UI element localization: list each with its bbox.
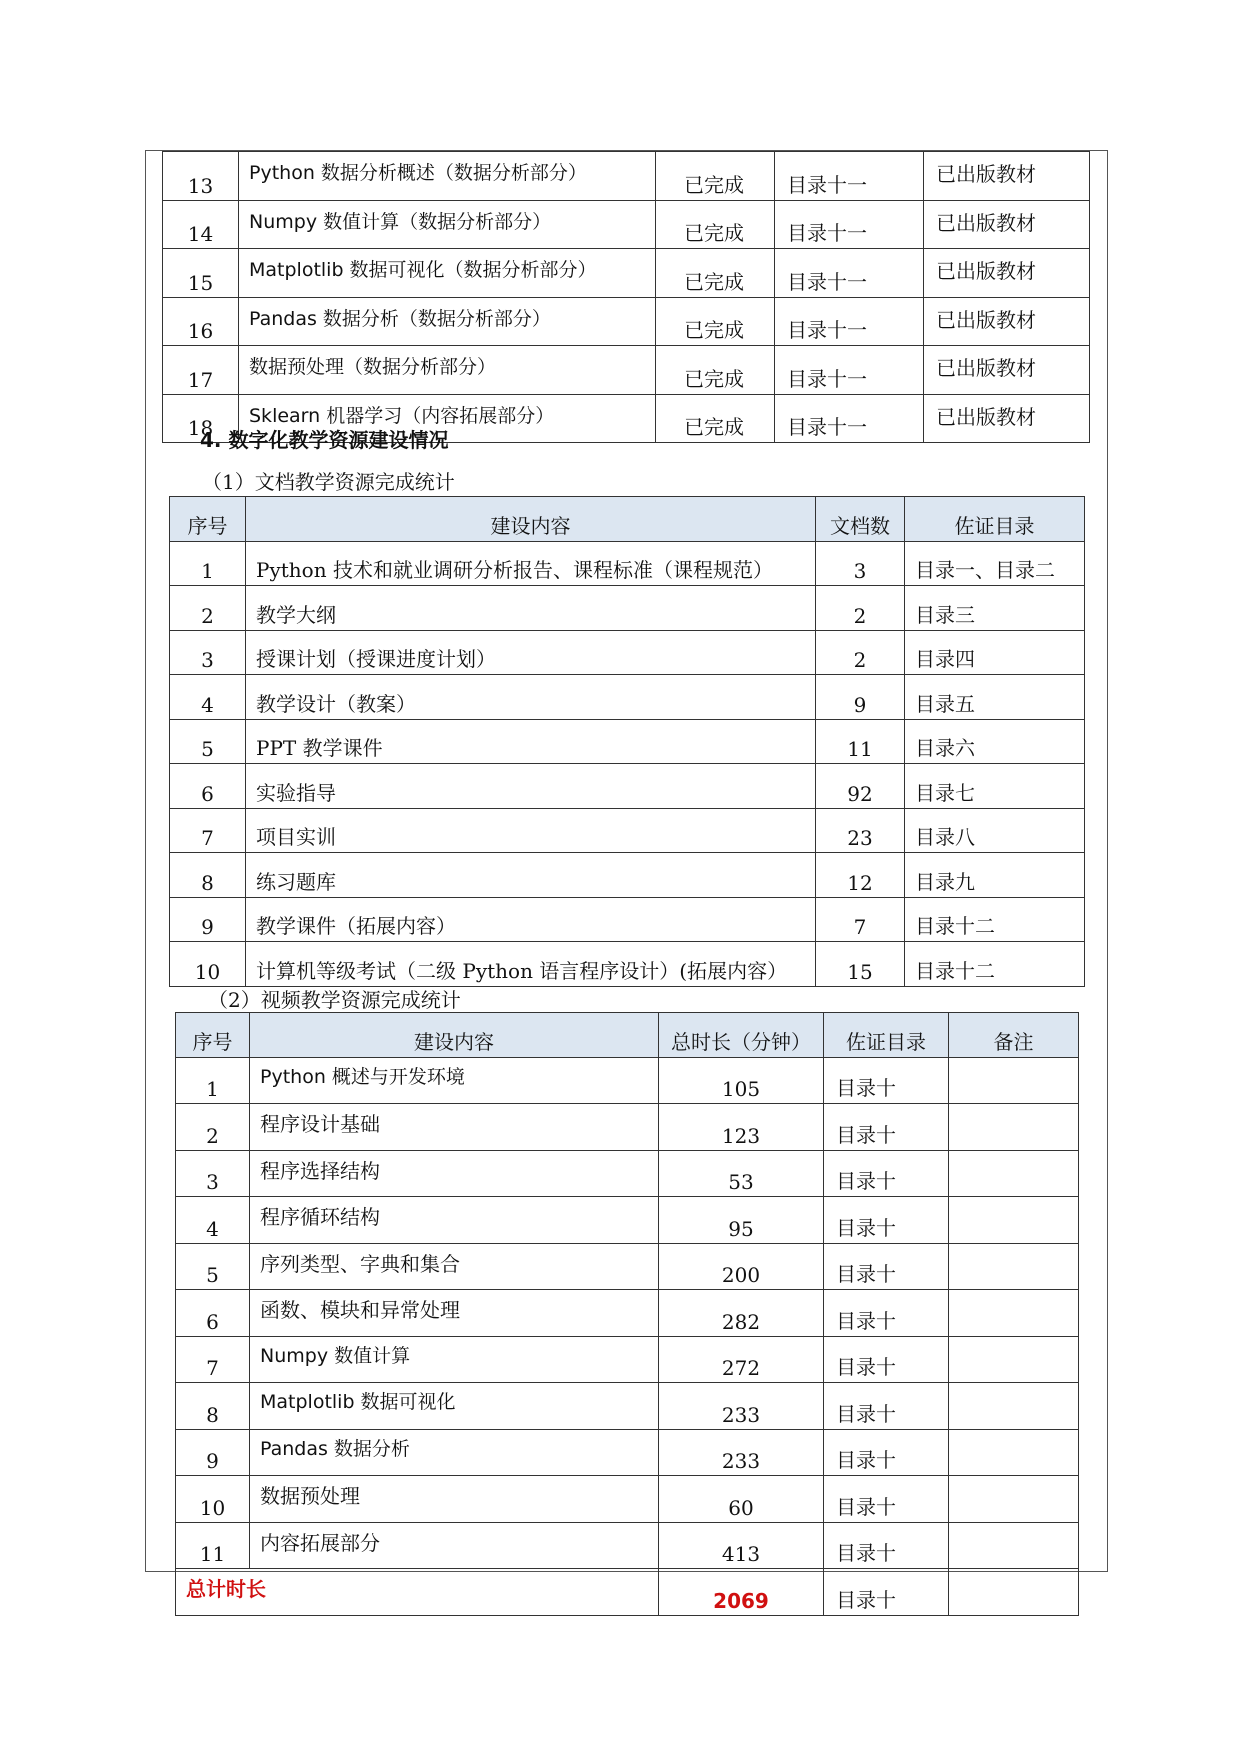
note-cell bbox=[949, 1336, 1079, 1383]
table-row bbox=[176, 1104, 1079, 1151]
table-row bbox=[170, 764, 1085, 809]
table-row bbox=[170, 853, 1085, 898]
content-cell: 程序设计基础 bbox=[250, 1104, 659, 1151]
row-number: 6 bbox=[170, 764, 246, 809]
content-cell: 计算机等级考试（二级 Python 语言程序设计）(拓展内容） bbox=[246, 942, 816, 987]
table-row bbox=[163, 297, 1090, 346]
chapter-name: Python 数据分析概述（数据分析部分） bbox=[239, 152, 656, 201]
directory-cell: 目录十一 bbox=[775, 297, 924, 346]
directory-cell: 目录十 bbox=[824, 1104, 949, 1151]
row-number: 14 bbox=[163, 200, 239, 249]
content-cell: 教学设计（教案） bbox=[246, 675, 816, 720]
duration-cell: 123 bbox=[659, 1104, 824, 1151]
directory-cell: 目录十二 bbox=[905, 897, 1085, 942]
directory-cell: 目录十一 bbox=[775, 200, 924, 249]
content-cell: 内容拓展部分 bbox=[250, 1522, 659, 1569]
note-cell bbox=[949, 1569, 1079, 1616]
note-cell bbox=[949, 1476, 1079, 1523]
row-number: 10 bbox=[170, 942, 246, 987]
table-row bbox=[163, 346, 1090, 395]
chapter-table bbox=[162, 151, 1090, 443]
header-count: 文档数 bbox=[816, 497, 905, 542]
header-note: 备注 bbox=[949, 1013, 1079, 1058]
status-cell: 已完成 bbox=[656, 346, 775, 395]
duration-cell: 233 bbox=[659, 1429, 824, 1476]
duration-cell: 272 bbox=[659, 1336, 824, 1383]
content-cell: 授课计划（授课进度计划） bbox=[246, 630, 816, 675]
chapter-name: Numpy 数值计算（数据分析部分） bbox=[239, 200, 656, 249]
evidence-cell: 已出版教材 bbox=[924, 200, 1090, 249]
directory-cell: 目录十 bbox=[824, 1383, 949, 1430]
evidence-cell: 已出版教材 bbox=[924, 394, 1090, 443]
content-cell: Numpy 数值计算 bbox=[250, 1336, 659, 1383]
row-number: 1 bbox=[176, 1057, 250, 1104]
row-number: 3 bbox=[170, 630, 246, 675]
directory-cell: 目录六 bbox=[905, 719, 1085, 764]
header-no: 序号 bbox=[170, 497, 246, 542]
directory-cell: 目录十一 bbox=[775, 394, 924, 443]
count-cell: 2 bbox=[816, 630, 905, 675]
chapter-name: 数据预处理（数据分析部分） bbox=[239, 346, 656, 395]
table-row bbox=[170, 719, 1085, 764]
table-row bbox=[176, 1197, 1079, 1244]
header-content: 建设内容 bbox=[250, 1013, 659, 1058]
directory-cell: 目录十 bbox=[824, 1150, 949, 1197]
note-cell bbox=[949, 1383, 1079, 1430]
directory-cell: 目录十 bbox=[824, 1476, 949, 1523]
header-content: 建设内容 bbox=[246, 497, 816, 542]
note-cell bbox=[949, 1197, 1079, 1244]
status-cell: 已完成 bbox=[656, 249, 775, 298]
content-cell: Pandas 数据分析 bbox=[250, 1429, 659, 1476]
content-cell: 程序循环结构 bbox=[250, 1197, 659, 1244]
count-cell: 92 bbox=[816, 764, 905, 809]
status-cell: 已完成 bbox=[656, 152, 775, 201]
row-number: 9 bbox=[170, 897, 246, 942]
row-number: 15 bbox=[163, 249, 239, 298]
table-row bbox=[176, 1243, 1079, 1290]
content-cell: 实验指导 bbox=[246, 764, 816, 809]
chapter-name: Pandas 数据分析（数据分析部分） bbox=[239, 297, 656, 346]
table-row bbox=[163, 249, 1090, 298]
row-number: 6 bbox=[176, 1290, 250, 1337]
row-number: 2 bbox=[176, 1104, 250, 1151]
directory-cell: 目录一、目录二 bbox=[905, 541, 1085, 586]
content-cell: 程序选择结构 bbox=[250, 1150, 659, 1197]
note-cell bbox=[949, 1150, 1079, 1197]
directory-cell: 目录十一 bbox=[775, 346, 924, 395]
directory-cell: 目录四 bbox=[905, 630, 1085, 675]
directory-cell: 目录五 bbox=[905, 675, 1085, 720]
row-number: 10 bbox=[176, 1476, 250, 1523]
content-cell: 项目实训 bbox=[246, 808, 816, 853]
header-directory: 佐证目录 bbox=[905, 497, 1085, 542]
row-number: 1 bbox=[170, 541, 246, 586]
note-cell bbox=[949, 1104, 1079, 1151]
table-row bbox=[176, 1290, 1079, 1337]
count-cell: 23 bbox=[816, 808, 905, 853]
chapter-name: Sklearn 机器学习（内容拓展部分） bbox=[239, 394, 656, 443]
count-cell: 11 bbox=[816, 719, 905, 764]
row-number: 16 bbox=[163, 297, 239, 346]
note-cell bbox=[949, 1290, 1079, 1337]
table-row bbox=[170, 541, 1085, 586]
table-row bbox=[176, 1476, 1079, 1523]
directory-cell: 目录十 bbox=[824, 1243, 949, 1290]
row-number: 7 bbox=[176, 1336, 250, 1383]
status-cell: 已完成 bbox=[656, 297, 775, 346]
row-number: 7 bbox=[170, 808, 246, 853]
count-cell: 15 bbox=[816, 942, 905, 987]
status-cell: 已完成 bbox=[656, 394, 775, 443]
duration-cell: 105 bbox=[659, 1057, 824, 1104]
count-cell: 12 bbox=[816, 853, 905, 898]
table-row bbox=[170, 630, 1085, 675]
table-row bbox=[170, 942, 1085, 987]
row-number: 17 bbox=[163, 346, 239, 395]
directory-cell: 目录十 bbox=[824, 1057, 949, 1104]
duration-cell: 200 bbox=[659, 1243, 824, 1290]
table-header-row bbox=[176, 1013, 1079, 1058]
header-directory: 佐证目录 bbox=[824, 1013, 949, 1058]
directory-cell: 目录十 bbox=[824, 1336, 949, 1383]
table-row bbox=[176, 1150, 1079, 1197]
directory-cell: 目录十一 bbox=[775, 152, 924, 201]
content-cell: Matplotlib 数据可视化 bbox=[250, 1383, 659, 1430]
table-row bbox=[176, 1383, 1079, 1430]
video-resource-table bbox=[175, 1012, 1079, 1616]
table-row bbox=[170, 808, 1085, 853]
directory-cell: 目录十一 bbox=[775, 249, 924, 298]
count-cell: 9 bbox=[816, 675, 905, 720]
content-cell: 练习题库 bbox=[246, 853, 816, 898]
row-number: 4 bbox=[170, 675, 246, 720]
content-cell: 函数、模块和异常处理 bbox=[250, 1290, 659, 1337]
table-row bbox=[170, 586, 1085, 631]
header-no: 序号 bbox=[176, 1013, 250, 1058]
evidence-cell: 已出版教材 bbox=[924, 346, 1090, 395]
row-number: 2 bbox=[170, 586, 246, 631]
row-number: 8 bbox=[170, 853, 246, 898]
directory-cell: 目录十 bbox=[824, 1197, 949, 1244]
directory-cell: 目录九 bbox=[905, 853, 1085, 898]
total-row bbox=[176, 1569, 1079, 1616]
table-row bbox=[176, 1336, 1079, 1383]
duration-cell: 60 bbox=[659, 1476, 824, 1523]
content-cell: 教学大纲 bbox=[246, 586, 816, 631]
doc-section-title: （1）文档教学资源完成统计 bbox=[202, 470, 455, 494]
row-number: 4 bbox=[176, 1197, 250, 1244]
status-cell: 已完成 bbox=[656, 200, 775, 249]
duration-cell: 233 bbox=[659, 1383, 824, 1430]
duration-cell: 95 bbox=[659, 1197, 824, 1244]
chapter-name: Matplotlib 数据可视化（数据分析部分） bbox=[239, 249, 656, 298]
table-row bbox=[176, 1522, 1079, 1569]
total-duration: 2069 bbox=[659, 1569, 824, 1616]
table-row bbox=[163, 152, 1090, 201]
evidence-cell: 已出版教材 bbox=[924, 249, 1090, 298]
table-row bbox=[170, 897, 1085, 942]
document-resource-table bbox=[169, 496, 1085, 987]
content-cell: Python 概述与开发环境 bbox=[250, 1057, 659, 1104]
directory-cell: 目录十二 bbox=[905, 942, 1085, 987]
duration-cell: 413 bbox=[659, 1522, 824, 1569]
note-cell bbox=[949, 1429, 1079, 1476]
directory-cell: 目录八 bbox=[905, 808, 1085, 853]
table-header-row bbox=[170, 497, 1085, 542]
section-heading: 4. 数字化教学资源建设情况 bbox=[200, 428, 449, 452]
table-row bbox=[170, 675, 1085, 720]
row-number: 13 bbox=[163, 152, 239, 201]
row-number: 8 bbox=[176, 1383, 250, 1430]
row-number: 11 bbox=[176, 1522, 250, 1569]
header-duration: 总时长（分钟） bbox=[659, 1013, 824, 1058]
directory-cell: 目录十 bbox=[824, 1522, 949, 1569]
directory-cell: 目录三 bbox=[905, 586, 1085, 631]
evidence-cell: 已出版教材 bbox=[924, 152, 1090, 201]
count-cell: 2 bbox=[816, 586, 905, 631]
video-section-title: （2）视频教学资源完成统计 bbox=[208, 988, 461, 1012]
evidence-cell: 已出版教材 bbox=[924, 297, 1090, 346]
note-cell bbox=[949, 1057, 1079, 1104]
content-cell: PPT 教学课件 bbox=[246, 719, 816, 764]
row-number: 18 bbox=[163, 394, 239, 443]
content-cell: 序列类型、字典和集合 bbox=[250, 1243, 659, 1290]
row-number: 9 bbox=[176, 1429, 250, 1476]
directory-cell: 目录十 bbox=[824, 1569, 949, 1616]
row-number: 5 bbox=[176, 1243, 250, 1290]
total-label: 总计时长 bbox=[176, 1569, 659, 1616]
row-number: 3 bbox=[176, 1150, 250, 1197]
row-number: 5 bbox=[170, 719, 246, 764]
note-cell bbox=[949, 1522, 1079, 1569]
content-cell: Python 技术和就业调研分析报告、课程标准（课程规范） bbox=[246, 541, 816, 586]
count-cell: 3 bbox=[816, 541, 905, 586]
content-cell: 教学课件（拓展内容） bbox=[246, 897, 816, 942]
count-cell: 7 bbox=[816, 897, 905, 942]
content-cell: 数据预处理 bbox=[250, 1476, 659, 1523]
directory-cell: 目录十 bbox=[824, 1290, 949, 1337]
note-cell bbox=[949, 1243, 1079, 1290]
table-row bbox=[176, 1057, 1079, 1104]
directory-cell: 目录七 bbox=[905, 764, 1085, 809]
duration-cell: 53 bbox=[659, 1150, 824, 1197]
duration-cell: 282 bbox=[659, 1290, 824, 1337]
table-row bbox=[163, 200, 1090, 249]
directory-cell: 目录十 bbox=[824, 1429, 949, 1476]
table-row bbox=[176, 1429, 1079, 1476]
